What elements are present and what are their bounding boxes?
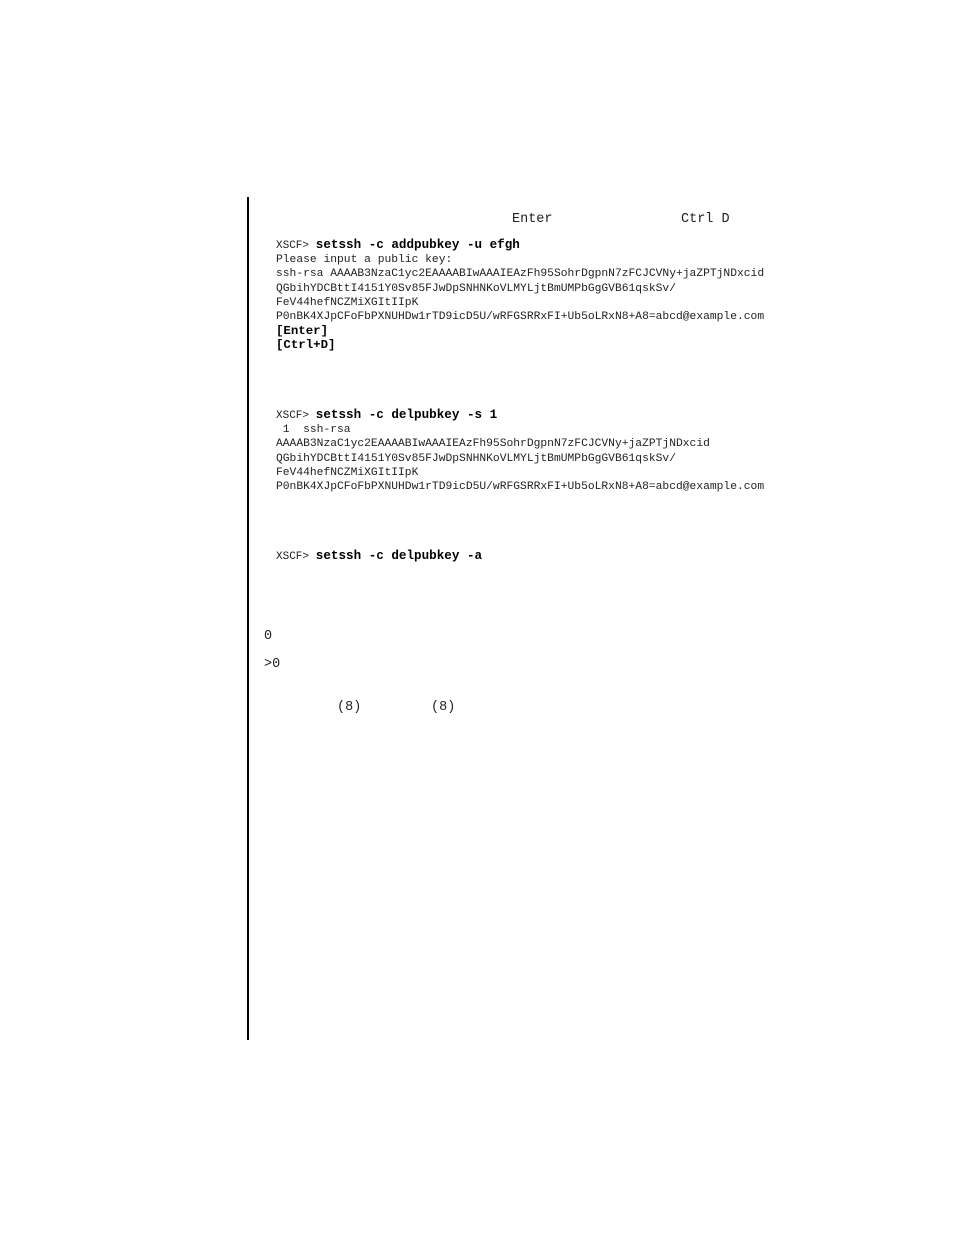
output-line: 1 ssh-rsa	[276, 424, 351, 437]
see-also-ref-1: (8)	[337, 700, 362, 715]
output-line: FeV44hefNCZMiXGItIIpK	[276, 466, 419, 479]
output-line: QGbihYDCBttI4151Y0Sv85FJwDpSNHNKoVLMYLjtBmUMPbGgGVB61qskSv/	[276, 282, 676, 295]
output-line: P0nBK4XJpCFoFbPXNUHDw1rTD9icD5U/wRFGSRRxFI+Ub5oLRxN8+A8=abcd@example.com	[276, 481, 765, 494]
prompt: XSCF>	[276, 410, 310, 422]
change-bar	[247, 197, 249, 1040]
command: setssh -c delpubkey -a	[315, 549, 483, 563]
enter-key: [Enter]	[276, 324, 329, 339]
see-also-ref-2: (8)	[431, 700, 456, 715]
output-line: Please input a public key:	[276, 254, 453, 267]
output-line: FeV44hefNCZMiXGItIIpK	[276, 296, 419, 309]
output-line: ssh-rsa AAAAB3NzaC1yc2EAAAABIwAAAIEAzFh95SohrDgpnN7zFCJCVNy+jaZPTjNDxcid	[276, 268, 765, 281]
exit-status-gt-zero: >0	[264, 657, 281, 672]
prompt: XSCF>	[276, 551, 310, 563]
prompt: XSCF>	[276, 240, 310, 252]
output-line: P0nBK4XJpCFoFbPXNUHDw1rTD9icD5U/wRFGSRRxFI+Ub5oLRxN8+A8=abcd@example.com	[276, 311, 765, 324]
intro-key-enter: Enter	[512, 212, 553, 227]
intro-key-ctrl-d: Ctrl D	[681, 212, 730, 227]
output-line: QGbihYDCBttI4151Y0Sv85FJwDpSNHNKoVLMYLjtBmUMPbGgGVB61qskSv/	[276, 452, 676, 465]
example-delpubkey-a	[276, 549, 482, 564]
example-addpubkey	[276, 238, 764, 353]
example-delpubkey-s	[276, 408, 764, 494]
command: setssh -c addpubkey -u efgh	[315, 238, 520, 252]
exit-status-zero: 0	[264, 629, 273, 644]
output-line: AAAAB3NzaC1yc2EAAAABIwAAAIEAzFh95SohrDgpnN7zFCJCVNy+jaZPTjNDxcid	[276, 438, 710, 451]
command: setssh -c delpubkey -s 1	[315, 408, 498, 422]
ctrl-d-key: [Ctrl+D]	[276, 338, 336, 353]
